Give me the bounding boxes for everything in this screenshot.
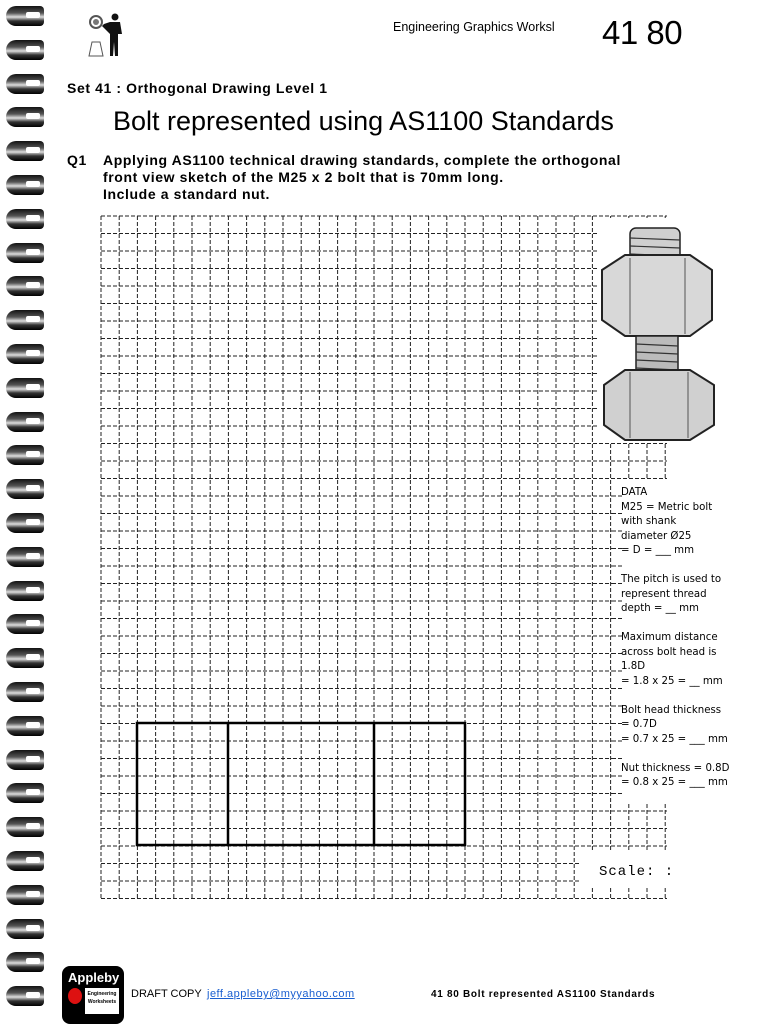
data-line: Nut thickness = 0.8D <box>621 762 730 774</box>
data-block-diameter <box>621 501 730 559</box>
question-line: front view sketch of the M25 x 2 bolt that is 70mm long. <box>103 169 504 185</box>
page-title: Bolt represented using AS1100 Standards <box>113 106 614 136</box>
question-line: Applying AS1100 technical drawing standards, complete the orthogonal <box>103 152 621 168</box>
data-block-pitch <box>621 573 730 617</box>
email-link[interactable]: jeff.appleby@myyahoo.com <box>207 988 355 1000</box>
data-line: = D = ___ mm <box>621 545 694 556</box>
data-line: represent thread <box>621 588 707 600</box>
data-line: Maximum distance <box>621 632 718 643</box>
data-line: across bolt head is <box>621 646 717 658</box>
data-line: = 1.8 x 25 = __ mm <box>621 675 723 687</box>
data-block-head-width <box>621 631 730 689</box>
data-line: depth = __ mm <box>621 603 699 614</box>
appleby-logo <box>62 966 124 1024</box>
data-line: with shank <box>621 516 677 527</box>
data-heading: DATA <box>621 487 648 498</box>
data-line: Bolt head thickness <box>621 704 722 716</box>
apple-icon <box>68 988 82 1004</box>
data-line: M25 = Metric bolt <box>621 501 713 513</box>
logo-text: Appleby <box>68 970 120 985</box>
data-line: diameter Ø25 <box>621 530 692 542</box>
question-label: Q1 <box>67 152 87 168</box>
set-title: Set 41 : Orthogonal Drawing Level 1 <box>67 80 328 96</box>
data-line: 1.8D <box>621 661 646 672</box>
data-panel <box>621 486 730 805</box>
data-line: = 0.7 x 25 = ___ mm <box>621 733 728 745</box>
data-line: = 0.8 x 25 = ___ mm <box>621 777 728 788</box>
draft-label: DRAFT COPY <box>131 988 202 1000</box>
question-line: Include a standard nut. <box>103 186 271 202</box>
sheet-number: 41 80 <box>602 14 683 51</box>
data-line: The pitch is used to <box>621 574 722 585</box>
data-block-nut-thickness <box>621 762 730 791</box>
footer-reference: 41 80 Bolt represented AS1100 Standards <box>431 989 656 1000</box>
scale-label[interactable]: Scale: : <box>599 864 675 880</box>
header-title: Engineering Graphics Worksl <box>393 20 555 34</box>
data-block-head-thickness <box>621 704 730 748</box>
data-line: = 0.7D <box>621 719 657 730</box>
logo-subtitle: Engineering Worksheets <box>85 988 119 1014</box>
